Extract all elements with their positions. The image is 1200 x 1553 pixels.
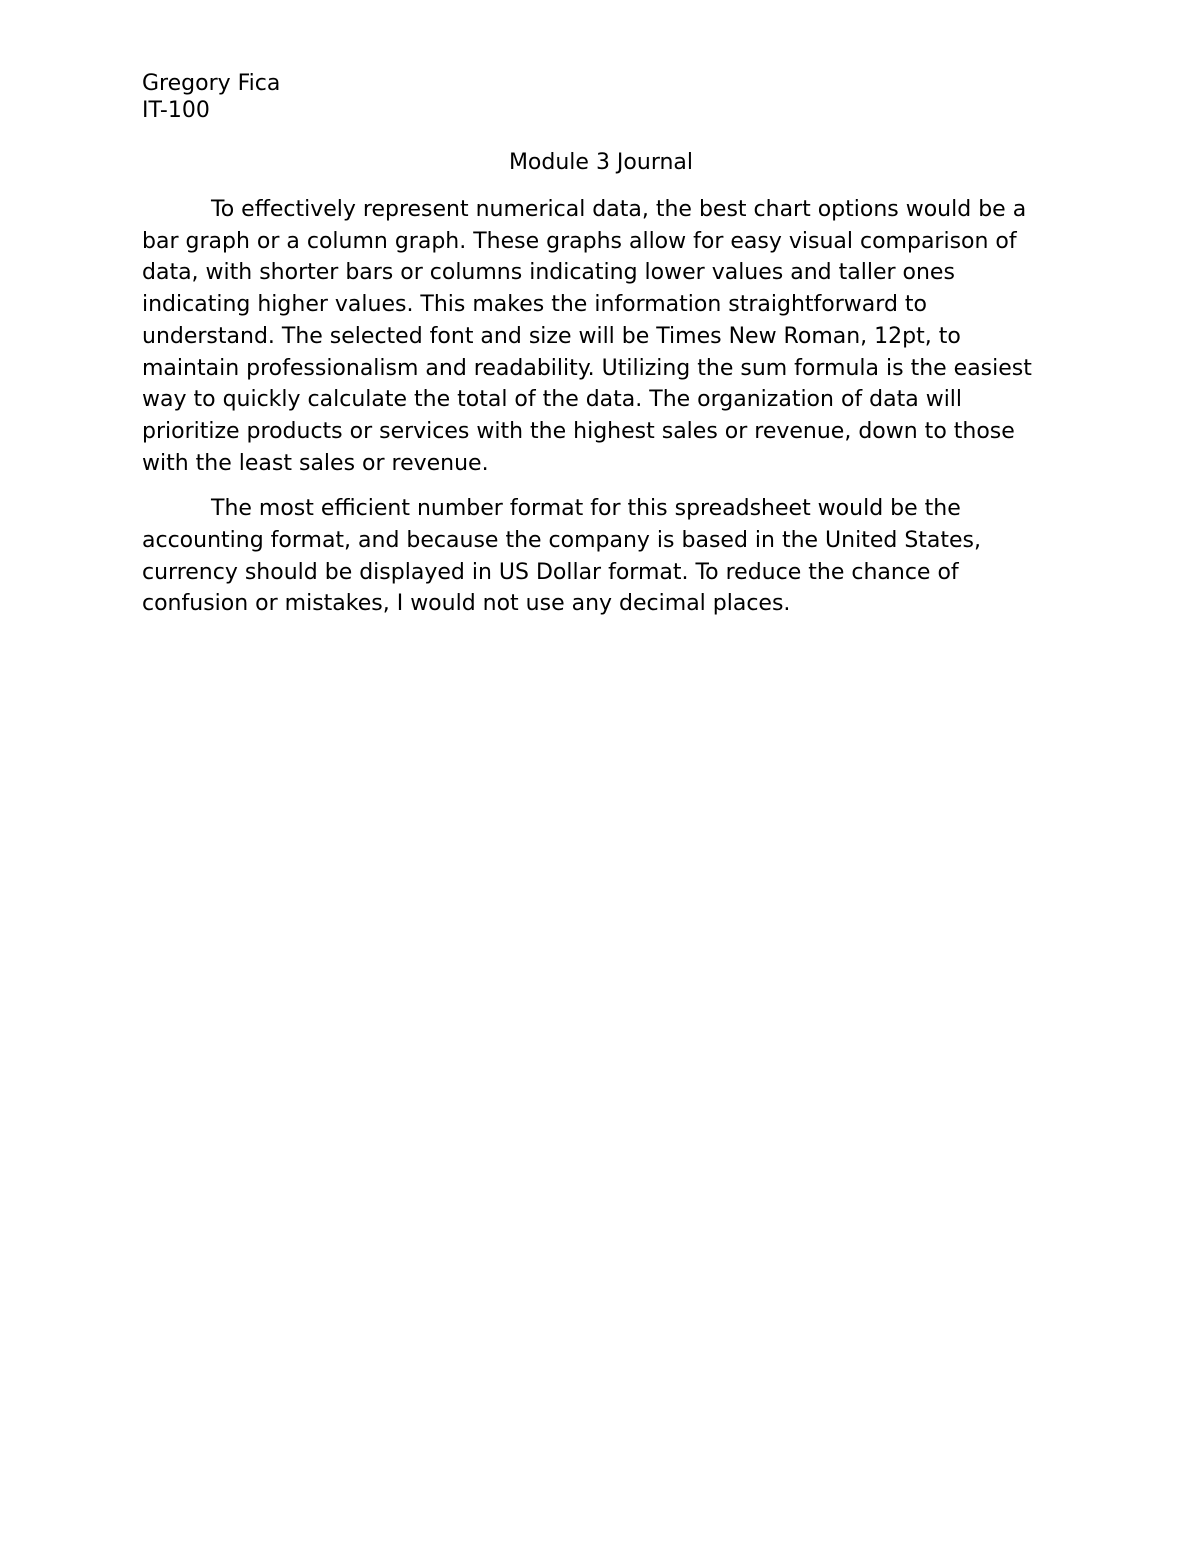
author-name: Gregory Fica <box>142 71 281 96</box>
paragraph-1: To effectively represent numerical data, the best chart options would be a bar graph or a column graph. These graphs allow for easy visual comparison of data, with shorter bars or columns indicating lower values and taller ones indicating higher values. This makes the information straightforward to understand. The selected font and size will be Times New Roman, 12pt, to maintain professionalism and readability. Utilizing the sum formula is the easiest way to quickly calculate the total of the data. The organization of data will prioritize products or services with the highest sales or revenue, down to those with the least sales or revenue. <box>142 197 1032 476</box>
paragraph-2: The most efficient number format for this spreadsheet would be the accounting format, and because the company is based in the United States, currency should be displayed in US Dollar format. To reduce the chance of confusion or mistakes, I would not use any decimal places. <box>142 496 982 617</box>
document-body <box>142 70 1060 634</box>
document-title: Module 3 Journal <box>508 150 694 175</box>
course-code: IT-100 <box>142 98 210 123</box>
